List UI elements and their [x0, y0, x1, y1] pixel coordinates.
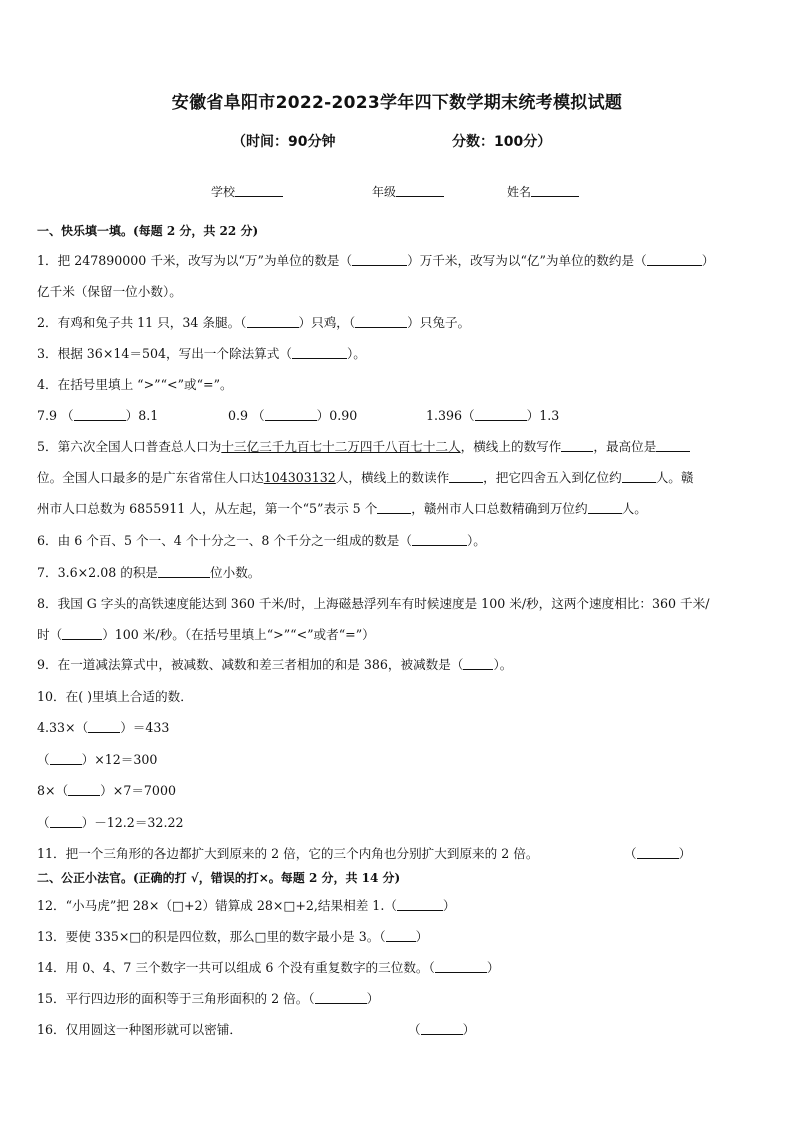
- answer-blank[interactable]: [656, 439, 690, 452]
- answer-blank[interactable]: [622, 470, 656, 483]
- question-1-cont: 亿千米（保留一位小数）。: [37, 284, 182, 299]
- q9-text: 9．在一道减法算式中，被减数、减数和差三者相加的和是 386，被减数是（: [37, 657, 464, 672]
- q13-text: ）: [415, 929, 429, 944]
- question-11-answer: [624, 843, 691, 862]
- question-7: [37, 562, 260, 581]
- answer-blank[interactable]: [88, 720, 120, 733]
- q7-text: 位小数。: [210, 565, 261, 580]
- q5-text: 人。赣: [655, 470, 694, 485]
- q4-text: ）0.90: [316, 408, 358, 423]
- q11-text: （: [624, 846, 637, 861]
- question-10: 10．在( )里填上合适的数．: [37, 689, 193, 704]
- question-4: 4．在括号里填上 “>”“<”或“=”。: [37, 377, 233, 392]
- q16-text: （: [408, 1022, 421, 1037]
- q5-text: ，最高位是: [593, 439, 657, 454]
- answer-blank[interactable]: [386, 929, 416, 942]
- q10-text: ）×7＝7000: [100, 783, 176, 798]
- q5-underlined-number: 十三亿三千九百七十二万四千八百七十二人: [221, 439, 461, 454]
- q10-text: ）－12.2＝32.22: [81, 815, 184, 830]
- question-8: 8．我国 G 字头的高铁速度能达到 360 千米/时，上海磁悬浮列车有时候速度是 100 米/秒，这两个速度相比：360 千米/: [37, 596, 710, 611]
- q4-text: ）1.3: [526, 408, 560, 423]
- answer-blank[interactable]: [561, 439, 593, 452]
- q12-text: ）: [442, 898, 456, 913]
- question-16: 16．仅用圆这一种图形就可以密铺．: [37, 1022, 242, 1037]
- q5-text: 5．第六次全国人口普查总人口为: [37, 439, 222, 454]
- q14-text: ）: [486, 960, 500, 975]
- answer-blank[interactable]: [62, 627, 102, 640]
- question-10-item-3: [37, 780, 176, 799]
- question-9: [37, 654, 512, 673]
- q11-text: ）: [678, 846, 692, 861]
- q3-text: ）。: [346, 346, 366, 361]
- q5-text: ，横线上的数写作: [460, 439, 562, 454]
- answer-blank[interactable]: [247, 315, 299, 328]
- answer-blank[interactable]: [435, 960, 487, 973]
- page-title: 安徽省阜阳市2022-2023学年四下数学期末统考模拟试题: [171, 93, 623, 113]
- q13-text: 13．要使 335×□的积是四位数，那么□里的数字最小是 3。（: [37, 929, 386, 944]
- question-1: [37, 250, 714, 269]
- time-label: （时间：90分钟: [232, 134, 336, 150]
- question-5-cont-2: [37, 498, 647, 517]
- question-10-item-4: [37, 812, 183, 831]
- q1-text: ）: [701, 253, 715, 268]
- answer-blank[interactable]: [265, 408, 317, 421]
- q5-text: 人。: [621, 501, 647, 516]
- answer-blank[interactable]: [50, 815, 82, 828]
- answer-blank[interactable]: [352, 253, 407, 266]
- q15-text: ）: [366, 991, 380, 1006]
- q5-text: 人，横线上的数读作: [335, 470, 450, 485]
- answer-blank[interactable]: [475, 408, 527, 421]
- question-10-item-1: [37, 717, 169, 736]
- q9-text: ）。: [493, 657, 513, 672]
- question-11: 11．把一个三角形的各边都扩大到原来的 2 倍，它的三个内角也分别扩大到原来的 2 倍。: [37, 846, 539, 861]
- q5-text: ，把它四舍五入到亿位约: [483, 470, 622, 485]
- answer-blank[interactable]: [412, 533, 467, 546]
- q4-text: 1.396（: [426, 408, 475, 423]
- q4-text: ）8.1: [125, 408, 159, 423]
- q5-text: 州市人口总数为 6855911 人，从左起，第一个“5”表示 5 个: [37, 501, 378, 516]
- q12-text: 12．“小马虎”把 28×（□+2）错算成 28×□+2,结果相差 1.（: [37, 898, 397, 913]
- q5-text: ，赣州市人口总数精确到万位约: [411, 501, 588, 516]
- name-field: [507, 183, 579, 200]
- section-2-heading: 二、公正小法官。(正确的打 √，错误的打×。每题 2 分，共 14 分): [37, 871, 401, 885]
- answer-blank[interactable]: [647, 253, 702, 266]
- q15-text: 15．平行四边形的面积等于三角形面积的 2 倍。（: [37, 991, 315, 1006]
- q10-text: ）×12＝300: [81, 752, 158, 767]
- school-label: 学校: [211, 185, 236, 199]
- name-label: 姓名: [507, 185, 532, 199]
- question-4-item-3: [426, 405, 559, 424]
- q10-text: （: [37, 815, 50, 830]
- q8-text: 时（: [37, 627, 63, 642]
- q2-text: ）只鸡，（: [298, 315, 356, 330]
- answer-blank[interactable]: [463, 657, 493, 670]
- q2-text: ）只兔子。: [407, 315, 471, 330]
- question-5: [37, 436, 690, 455]
- q6-text: 6．由 6 个百、5 个一、4 个十分之一、8 个千分之一组成的数是（: [37, 533, 412, 548]
- school-field: [211, 183, 283, 200]
- q2-text: 2．有鸡和兔子共 11 只，34 条腿。（: [37, 315, 247, 330]
- answer-blank[interactable]: [74, 408, 126, 421]
- answer-blank[interactable]: [588, 501, 622, 514]
- answer-blank[interactable]: [355, 315, 407, 328]
- q16-text: ）: [462, 1022, 476, 1037]
- q6-text: ）。: [466, 533, 486, 548]
- answer-blank[interactable]: [158, 565, 210, 578]
- q10-text: 4.33×（: [37, 720, 89, 735]
- q14-text: 14．用 0、4、7 三个数字一共可以组成 6 个没有重复数字的三位数。（: [37, 960, 435, 975]
- q1-text: 1．把 247890000 千米，改写为以“万”为单位的数是（: [37, 253, 353, 268]
- question-15: [37, 988, 379, 1007]
- question-16-answer: [408, 1019, 475, 1038]
- question-5-cont-1: [37, 467, 693, 486]
- question-4-item-2: [228, 405, 357, 424]
- question-14: [37, 957, 499, 976]
- answer-blank[interactable]: [315, 991, 367, 1004]
- q5-underlined-number: 104303132: [263, 470, 336, 485]
- question-6: [37, 530, 486, 549]
- q5-text: 位。全国人口最多的是广东省常住人口达: [37, 470, 264, 485]
- section-1-heading: 一、快乐填一填。(每题 2 分，共 22 分): [37, 224, 259, 238]
- answer-blank[interactable]: [50, 752, 82, 765]
- q7-text: 7．3.6×2.08 的积是: [37, 565, 159, 580]
- answer-blank[interactable]: [449, 470, 483, 483]
- answer-blank[interactable]: [397, 898, 443, 911]
- q10-text: （: [37, 752, 50, 767]
- q3-text: 3．根据 36×14＝504，写出一个除法算式（: [37, 346, 292, 361]
- grade-blank[interactable]: [396, 184, 444, 197]
- q4-text: 7.9 （: [37, 408, 74, 423]
- q4-text: 0.9 （: [228, 408, 265, 423]
- question-2: [37, 312, 470, 331]
- grade-label: 年级: [372, 185, 397, 199]
- q1-text: ）万千米，改写为以“亿”为单位的数约是（: [407, 253, 647, 268]
- question-13: [37, 926, 428, 945]
- answer-blank[interactable]: [68, 783, 100, 796]
- answer-blank[interactable]: [377, 501, 411, 514]
- score-label: 分数：100分）: [452, 134, 552, 150]
- question-12: [37, 895, 456, 914]
- name-blank[interactable]: [531, 184, 579, 197]
- question-3: [37, 343, 366, 362]
- q8-text: ）100 米/秒。（在括号里填上“>”“<”或者“=”）: [102, 627, 375, 642]
- question-4-item-1: [37, 405, 158, 424]
- school-blank[interactable]: [235, 184, 283, 197]
- question-8-cont: [37, 624, 375, 643]
- q10-text: 8×（: [37, 783, 69, 798]
- answer-blank[interactable]: [292, 346, 347, 359]
- answer-blank[interactable]: [637, 846, 679, 859]
- question-10-item-2: [37, 749, 157, 768]
- grade-field: [372, 183, 444, 200]
- q10-text: ）＝433: [120, 720, 170, 735]
- answer-blank[interactable]: [421, 1022, 463, 1035]
